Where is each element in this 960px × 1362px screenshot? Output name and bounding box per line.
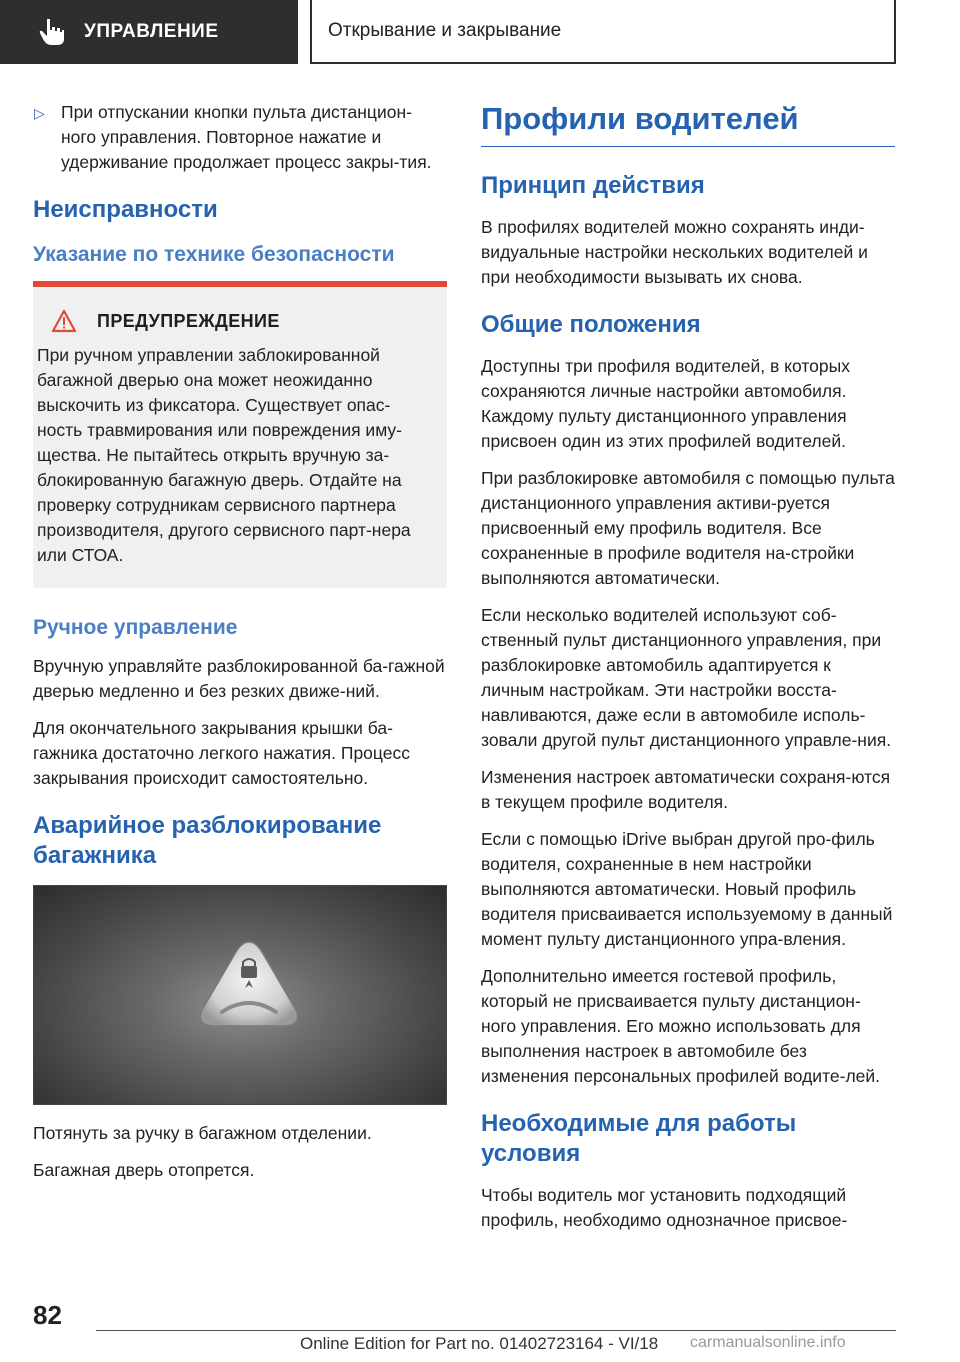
photo-caption: Потянуть за ручку в багажном отделении.	[33, 1123, 372, 1143]
paragraph: Если с помощью iDrive выбран другой про-филь водителя, сохраненные в нем настройки выполняются автоматически. Новый профиль водителя присваивается используемому в данный момент пульту дистанционного упра-вления.	[481, 829, 893, 949]
page-number: 82	[33, 1300, 62, 1330]
heading-general: Общие положения	[481, 311, 701, 338]
heading-principle: Принцип действия	[481, 172, 705, 199]
paragraph: Дополнительно имеется гостевой профиль, который не присваивается пульту дистанцион-ного управления. Его можно использовать для выполнения настроек в автомобиле без изменения персональных профилей водите-лей.	[481, 966, 881, 1086]
paragraph: В профилях водителей можно сохранять инди-видуальные настройки нескольких водителей и при необходимости вызывать их снова.	[481, 217, 868, 287]
watermark: carmanualsonline.info	[690, 1334, 846, 1351]
paragraph: Чтобы водитель мог установить подходящий профиль, необходимо однозначное присвое-	[481, 1185, 848, 1230]
heading-conditions: Необходимые для работы условия	[481, 1110, 797, 1167]
warning-text: При ручном управлении заблокированной багажной дверью она может неожиданно выскочить из фиксатора. Существует опас-ность травмирования или повреждения иму-щества. Не пытайтесь открыть вручную за-блокированную багажную дверь. Отдайте на проверку сотрудникам сервисного партнера производителя, другого сервисного парт-нера или СТОА.	[37, 345, 411, 565]
heading-manual: Ручное управление	[33, 616, 238, 639]
trunk-handle-photo	[33, 885, 447, 1105]
warning-title: ПРЕДУПРЕЖДЕНИЕ	[97, 310, 280, 331]
paragraph: Багажная дверь отопрется.	[33, 1160, 255, 1180]
section-tab	[0, 0, 298, 64]
chapter-title: Открывание и закрывание	[310, 0, 896, 64]
hand-pointer-icon	[38, 17, 66, 47]
triangle-bullet-icon: ▷	[34, 105, 45, 121]
warning-header	[37, 309, 435, 333]
footer-divider	[96, 1330, 896, 1331]
emergency-release-handle-icon	[194, 936, 304, 1036]
warning-triangle-icon	[51, 309, 77, 333]
bullet-text: При отпускании кнопки пульта дистанцион-ного управления. Повторное нажатие и удерживание продолжает процесс закры-тия.	[61, 102, 432, 172]
heading-emergency: Аварийное разблокирование багажника	[33, 812, 382, 869]
paragraph: Если несколько водителей используют соб-ственный пульт дистанционного управления, при разблокировке автомобиль адаптируется к личным настройкам. Эти настройки восста-навливаются, даже если в автомобиле исполь-зовали другой пульт дистанционного управле-ния.	[481, 605, 892, 750]
paragraph: Изменения настроек автоматически сохраня-ются в текущем профиле водителя.	[481, 767, 891, 812]
edition-label: Online Edition for Part no. 01402723164 - VI/18	[300, 1334, 659, 1353]
paragraph: При разблокировке автомобиля с помощью пульта дистанционного управления активи-руется присвоенный ему профиль водителя. Все сохраненные в профиле водителя на-стройки выполняются автоматически.	[481, 468, 895, 588]
section-title: УПРАВЛЕНИЕ	[84, 21, 219, 42]
paragraph: Вручную управляйте разблокированной ба-гажной дверью медленно и без резких движе-ний.	[33, 656, 445, 701]
bullet-item	[33, 100, 447, 175]
paragraph: Доступны три профиля водителей, в которых сохраняются личные настройки автомобиля. Каждому пульту дистанционного управления присвоен один из этих профилей водителей.	[481, 356, 850, 451]
heading-profiles: Профили водителей	[481, 100, 895, 147]
paragraph: Для окончательного закрывания крышки ба-гажника достаточно легкого нажатия. Процесс закрывания происходит самостоятельно.	[33, 718, 410, 788]
warning-box	[33, 281, 447, 588]
heading-safety: Указание по технике безопасности	[33, 243, 395, 266]
heading-faults: Неисправности	[33, 196, 218, 223]
left-column	[33, 100, 447, 1195]
right-column	[481, 100, 895, 1245]
